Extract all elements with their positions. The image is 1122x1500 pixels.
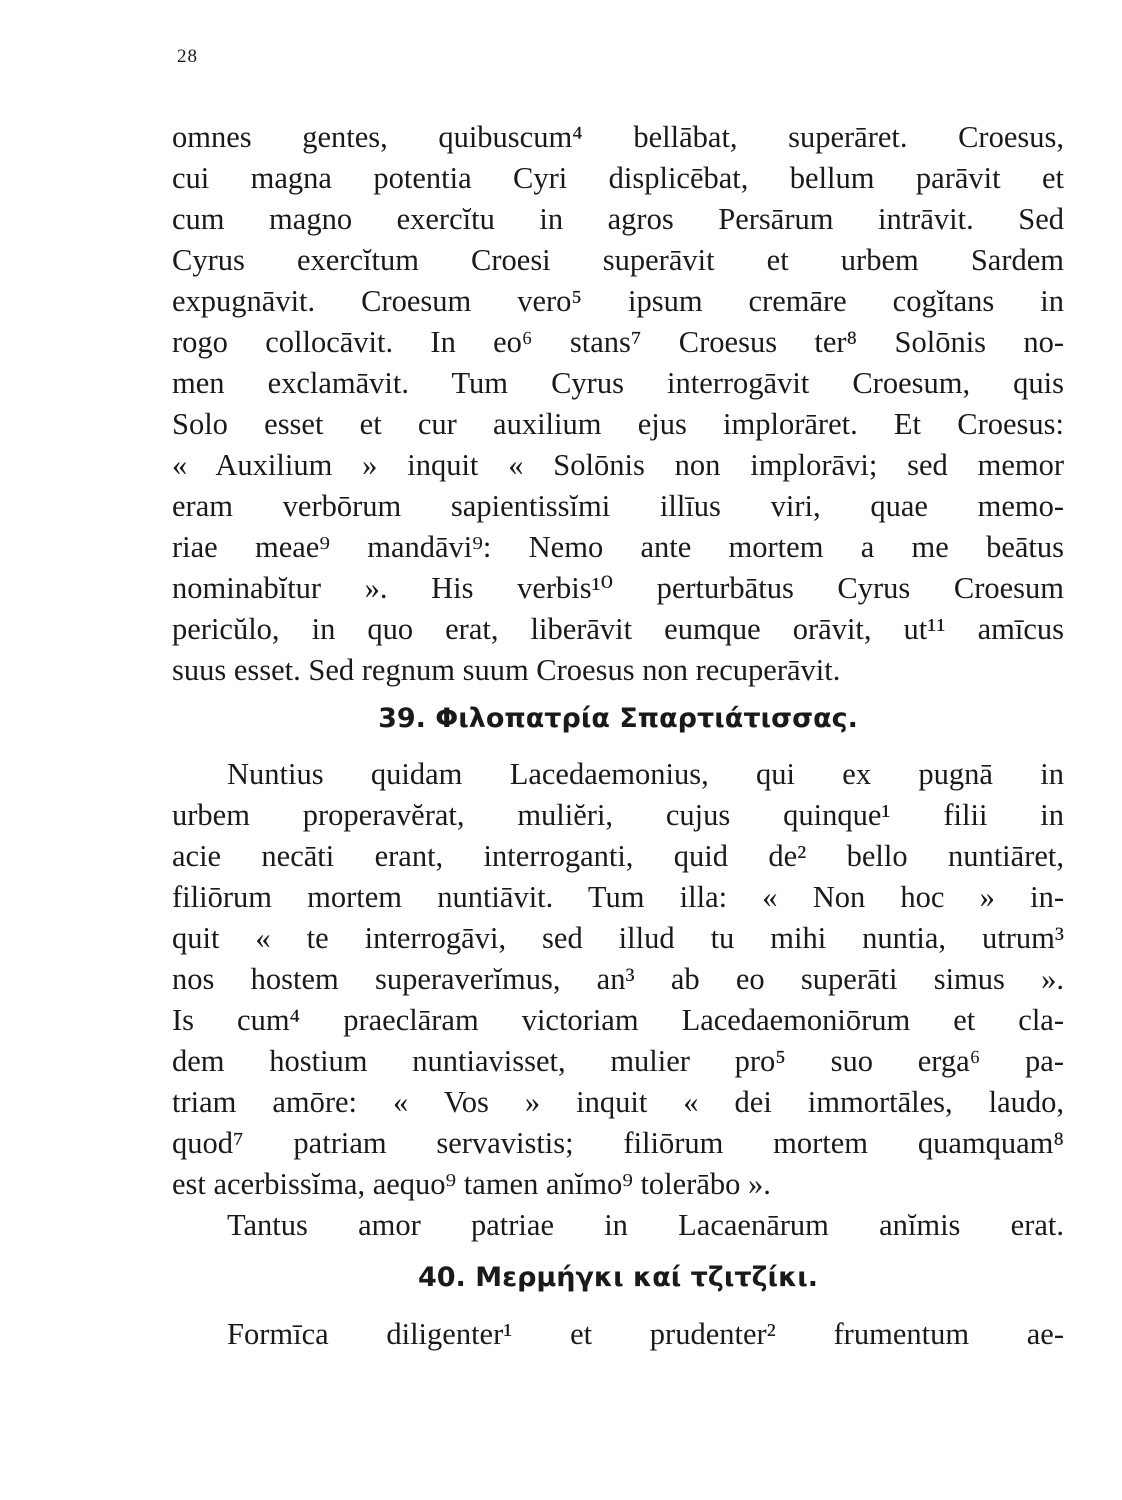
text-line: nominabĭtur ». His verbis¹⁰ perturbātus Cyrus Croesum [172, 571, 1064, 605]
text-line: urbem properavĕrat, muliĕri, cujus quinque¹ filii in [172, 798, 1064, 832]
text-line: nos hostem superaverĭmus, an³ ab eo superāti simus ». [172, 962, 1064, 996]
text-line: dem hostium nuntiavisset, mulier pro⁵ suo erga⁶ pa- [172, 1044, 1064, 1078]
text-line: expugnāvit. Croesum vero⁵ ipsum cremāre cogĭtans in [172, 284, 1064, 318]
text-line: est acerbissĭma, aequo⁹ tamen anĭmo⁹ tolerābo ». [172, 1167, 771, 1201]
text-line: men exclamāvit. Tum Cyrus interrogāvit Croesum, quis [172, 366, 1064, 400]
text-line: Nuntius quidam Lacedaemonius, qui ex pugnā in [227, 757, 1064, 791]
text-line: quod⁷ patriam servavistis; filiōrum mortem quamquam⁸ [172, 1126, 1064, 1160]
text-line: rogo collocāvit. In eo⁶ stans⁷ Croesus ter⁸ Solōnis no- [172, 325, 1064, 359]
page-number: 28 [177, 46, 198, 67]
text-line: Formīca diligenter¹ et prudenter² frumentum ae- [227, 1317, 1064, 1351]
closing-line: Tantus amor patriae in Lacaenārum anĭmis erat. [227, 1208, 1064, 1242]
text-line: acie necāti erant, interroganti, quid de² bello nuntiāret, [172, 839, 1064, 873]
text-line: omnes gentes, quibuscum⁴ bellābat, superāret. Croesus, [172, 120, 1064, 154]
text-line: « Auxilium » inquit « Solōnis non implorāvi; sed memor [172, 448, 1064, 482]
text-line: suus esset. Sed regnum suum Croesus non recuperāvit. [172, 653, 841, 687]
paragraph-spartan-woman [172, 754, 1064, 1246]
text-line: Cyrus exercĭtum Croesi superāvit et urbem Sardem [172, 243, 1064, 277]
text-line: Solo esset et cur auxilium ejus implorāret. Et Croesus: [172, 407, 1064, 441]
section-heading-40: 40. Μερμήγκι καί τζιτζίκι. [417, 1262, 819, 1293]
paragraph-ant-cicada [172, 1314, 1064, 1355]
text-line: pericŭlo, in quo erat, liberāvit eumque orāvit, ut¹¹ amīcus [172, 612, 1064, 646]
section-heading-39: 39. Φιλοπατρία Σπαρτιάτισσας. [378, 703, 858, 734]
text-line: filiōrum mortem nuntiāvit. Tum illa: « Non hoc » in- [172, 880, 1064, 914]
text-line: riae meae⁹ mandāvi⁹: Nemo ante mortem a me beātus [172, 530, 1064, 564]
text-line: quit « te interrogāvi, sed illud tu mihi nuntia, utrum³ [172, 921, 1064, 955]
text-line: triam amōre: « Vos » inquit « dei immortāles, laudo, [172, 1085, 1064, 1119]
paragraph-croesus [172, 117, 1064, 691]
text-line: Is cum⁴ praeclāram victoriam Lacedaemoniōrum et cla- [172, 1003, 1064, 1037]
text-line: cui magna potentia Cyri displicēbat, bellum parāvit et [172, 161, 1064, 195]
text-line: eram verbōrum sapientissĭmi illīus viri, quae memo- [172, 489, 1064, 523]
text-line: cum magno exercĭtu in agros Persārum intrāvit. Sed [172, 202, 1064, 236]
